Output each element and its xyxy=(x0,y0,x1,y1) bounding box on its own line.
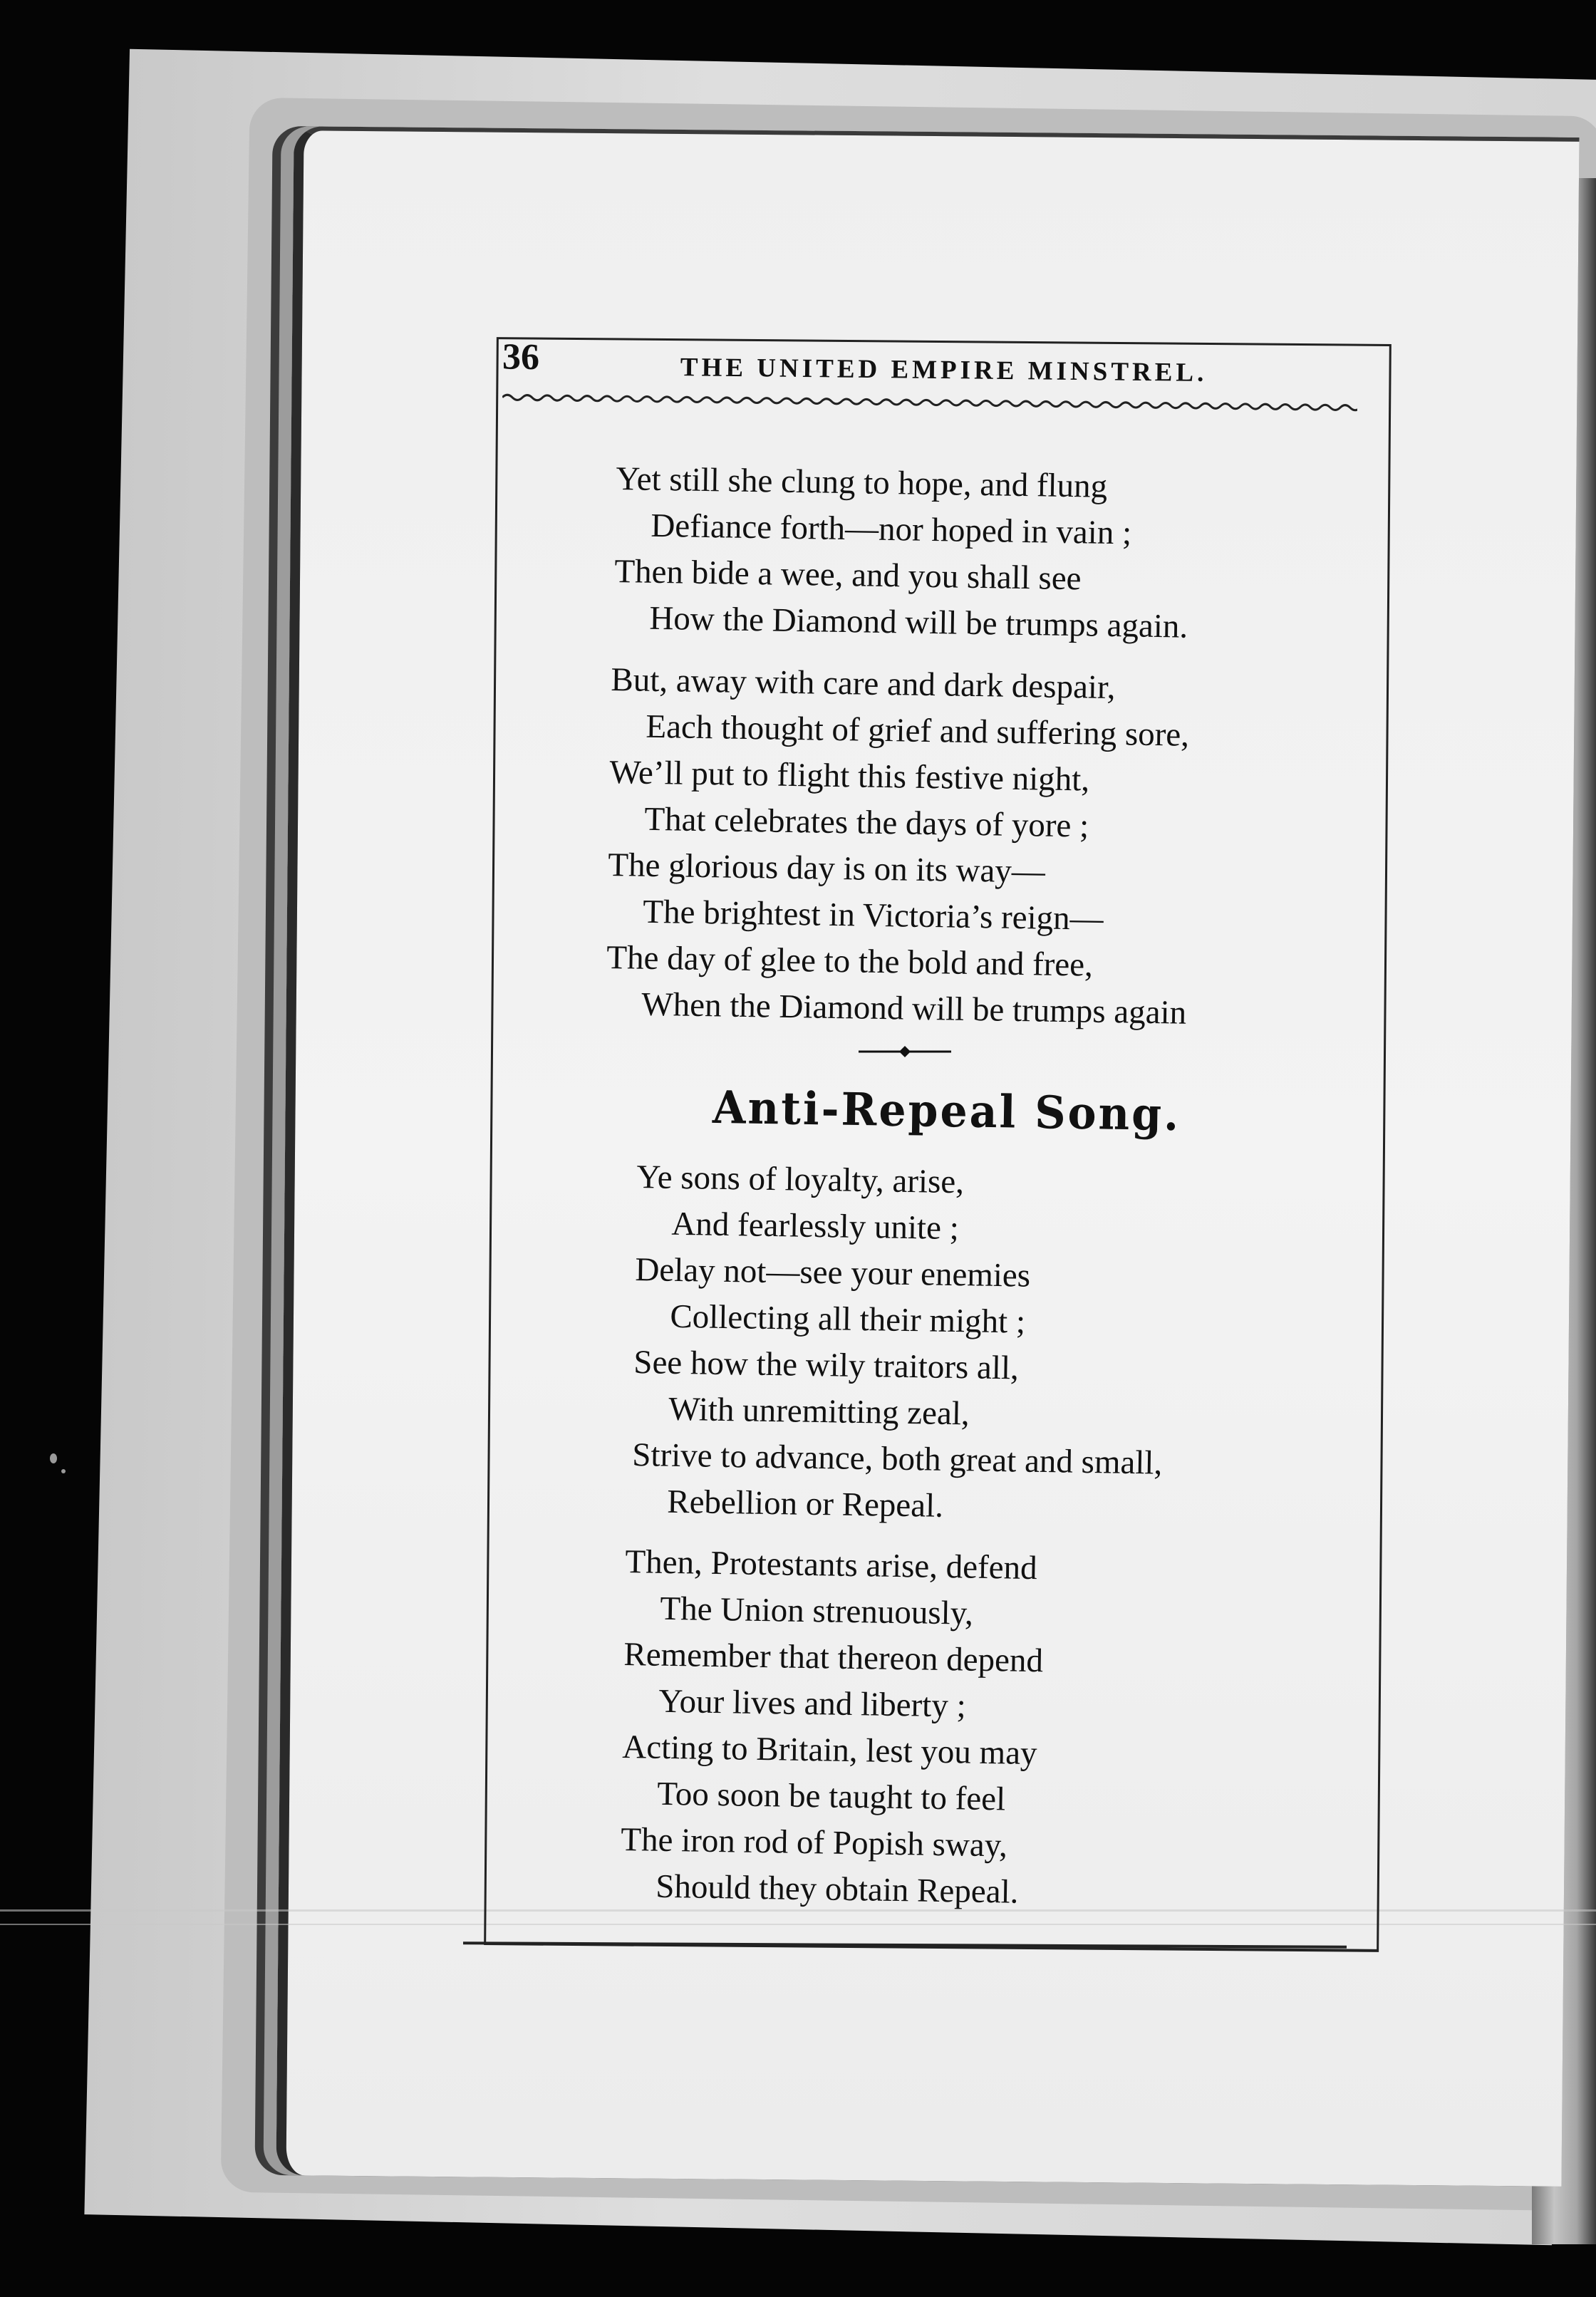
background-speck xyxy=(50,1453,57,1463)
poem-stanza xyxy=(606,657,1192,1037)
poem-stanza xyxy=(613,456,1191,650)
verse-line: Collecting all their might ; xyxy=(670,1297,1026,1341)
verse-line: With unremitting zeal, xyxy=(668,1390,970,1433)
running-head: THE UNITED EMPIRE MINSTREL. xyxy=(680,353,1208,388)
verse-line: Yet still she clung to hope, and flung xyxy=(616,460,1108,505)
verse-line: Remember that thereon depend xyxy=(623,1635,1044,1680)
verse-line: Then bide a wee, and you shall see xyxy=(614,552,1082,598)
verse-line: The Union strenuously, xyxy=(660,1590,974,1632)
verse-line: Delay not—see your enemies xyxy=(635,1250,1031,1295)
verse-line: The day of glee to the bold and free, xyxy=(606,938,1094,984)
verse-line: Should they obtain Repeal. xyxy=(655,1867,1019,1911)
verse-line: That celebrates the days of yore ; xyxy=(644,800,1089,845)
verse-line: Then, Protestants arise, defend xyxy=(625,1542,1038,1587)
verse-line: Too soon be taught to feel xyxy=(656,1775,1006,1818)
song-title: Anti-Repeal Song. xyxy=(712,1082,1181,1141)
background-speck xyxy=(61,1469,66,1473)
verse-line: The glorious day is on its way— xyxy=(608,846,1046,891)
verse-line: Rebellion or Repeal. xyxy=(666,1483,944,1525)
verse-line: Each thought of grief and suffering sore, xyxy=(646,707,1190,754)
verse-line: But, away with care and dark despair, xyxy=(611,660,1116,707)
page-header xyxy=(502,331,1379,397)
section-ornament xyxy=(859,1044,951,1059)
verse-line: The iron rod of Popish sway, xyxy=(620,1820,1008,1865)
verse-line: Acting to Britain, lest you may xyxy=(622,1728,1037,1773)
verse-line: Strive to advance, both great and small, xyxy=(631,1436,1163,1482)
verse-line: How the Diamond will be trumps again. xyxy=(649,599,1188,645)
verse-line: When the Diamond will be trumps again xyxy=(641,985,1187,1032)
verse-line: We’ll put to flight this festive night, xyxy=(609,753,1090,799)
song-stanza xyxy=(620,1539,1045,1916)
verse-line: The brightest in Victoria’s reign— xyxy=(642,893,1104,938)
verse-line: Defiance forth—nor hoped in vain ; xyxy=(651,507,1132,552)
page-number: 36 xyxy=(502,336,540,378)
verse-line: Your lives and liberty ; xyxy=(658,1682,967,1725)
verse-line: Ye sons of loyalty, arise, xyxy=(636,1158,965,1201)
verse-line: And fearlessly unite ; xyxy=(671,1205,960,1248)
verse-line: See how the wily traitors all, xyxy=(633,1343,1020,1387)
song-stanza xyxy=(631,1154,1167,1533)
